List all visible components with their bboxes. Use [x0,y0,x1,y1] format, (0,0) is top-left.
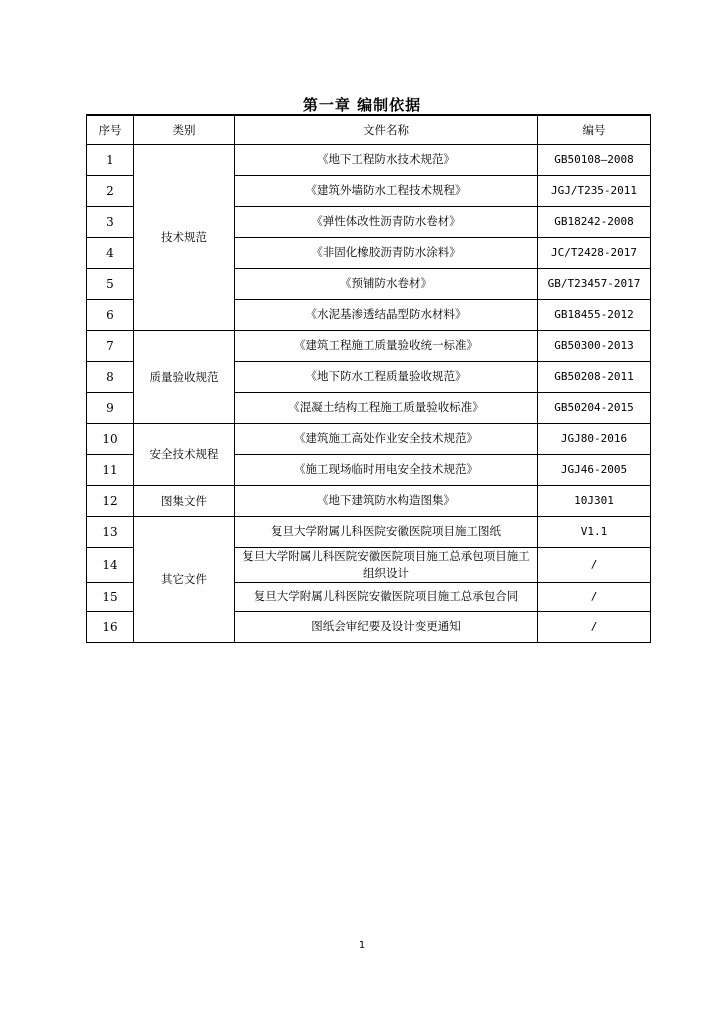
row-file-name: 《水泥基渗透结晶型防水材料》 [235,299,538,330]
row-code: GB50208-2011 [538,361,651,392]
row-code: JGJ/T235-2011 [538,175,651,206]
category-cell: 图集文件 [134,485,235,516]
row-code: / [538,547,651,582]
row-index: 11 [87,454,134,485]
row-code: GB50108—2008 [538,144,651,175]
category-cell: 质量验收规范 [134,330,235,423]
row-index: 4 [87,237,134,268]
row-file-name: 《混凝土结构工程施工质量验收标准》 [235,392,538,423]
row-index: 5 [87,268,134,299]
row-file-name: 复旦大学附属儿科医院安徽医院项目施工总承包合同 [235,582,538,611]
row-file-name: 《施工现场临时用电安全技术规范》 [235,454,538,485]
row-code: JGJ80-2016 [538,423,651,454]
row-code: V1.1 [538,516,651,547]
table-row [87,144,651,175]
row-code: JC/T2428-2017 [538,237,651,268]
row-file-name: 《地下建筑防水构造图集》 [235,485,538,516]
category-cell: 其它文件 [134,516,235,642]
row-index: 14 [87,547,134,582]
row-file-name: 图纸会审纪要及设计变更通知 [235,611,538,642]
row-index: 10 [87,423,134,454]
header-code: 编号 [538,115,651,144]
row-file-name: 复旦大学附属儿科医院安徽医院项目施工总承包项目施工组织设计 [235,547,538,582]
basis-table [86,114,651,643]
row-code: GB50300-2013 [538,330,651,361]
row-code: GB/T23457-2017 [538,268,651,299]
row-index: 6 [87,299,134,330]
row-index: 1 [87,144,134,175]
row-file-name: 《建筑施工高处作业安全技术规范》 [235,423,538,454]
row-index: 9 [87,392,134,423]
row-file-name: 《弹性体改性沥青防水卷材》 [235,206,538,237]
row-index: 15 [87,582,134,611]
header-file-name: 文件名称 [235,115,538,144]
row-code: / [538,611,651,642]
page-number: 1 [358,940,366,951]
row-index: 7 [87,330,134,361]
row-index: 2 [87,175,134,206]
row-file-name: 《建筑外墙防水工程技术规程》 [235,175,538,206]
row-index: 12 [87,485,134,516]
row-index: 8 [87,361,134,392]
row-file-name: 《地下工程防水技术规范》 [235,144,538,175]
category-cell: 技术规范 [134,144,235,330]
row-code: JGJ46-2005 [538,454,651,485]
page-title: 第一章 编制依据 [302,96,422,114]
header-index: 序号 [87,115,134,144]
row-file-name: 《非固化橡胶沥青防水涂料》 [235,237,538,268]
category-cell: 安全技术规程 [134,423,235,485]
row-code: 10J301 [538,485,651,516]
row-code: GB18455-2012 [538,299,651,330]
row-code: GB50204-2015 [538,392,651,423]
table-row [87,485,651,516]
row-file-name: 复旦大学附属儿科医院安徽医院项目施工图纸 [235,516,538,547]
header-category: 类别 [134,115,235,144]
table-row [87,423,651,454]
row-index: 3 [87,206,134,237]
row-index: 13 [87,516,134,547]
row-file-name: 《地下防水工程质量验收规范》 [235,361,538,392]
table-header-row [87,115,651,144]
row-file-name: 《建筑工程施工质量验收统一标准》 [235,330,538,361]
table-row [87,330,651,361]
row-code: GB18242-2008 [538,206,651,237]
row-file-name: 《预铺防水卷材》 [235,268,538,299]
row-index: 16 [87,611,134,642]
row-code: / [538,582,651,611]
table-row [87,516,651,547]
